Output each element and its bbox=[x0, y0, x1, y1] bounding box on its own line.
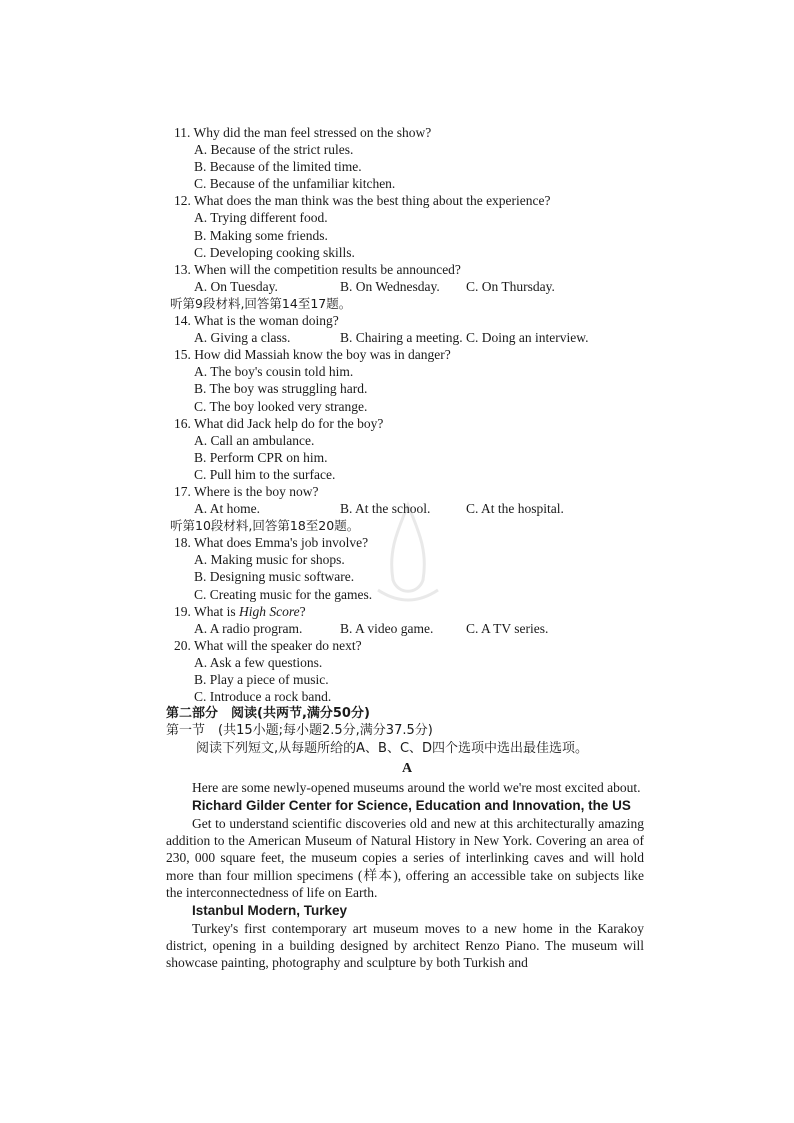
question-14: 14. What is the woman doing? bbox=[174, 313, 339, 329]
option-15b: B. The boy was struggling hard. bbox=[194, 381, 368, 397]
museum-2-title: Istanbul Modern, Turkey bbox=[192, 902, 348, 918]
option-12c: C. Developing cooking skills. bbox=[194, 244, 355, 260]
option-18b: B. Designing music software. bbox=[194, 569, 355, 585]
option-16b: B. Perform CPR on him. bbox=[194, 449, 328, 465]
passage-intro: Here are some newly-opened museums around the world we're most excited about. bbox=[192, 780, 641, 796]
material-9-heading: 听第9段材料,回答第14至17题。 bbox=[170, 295, 352, 311]
material-10-heading: 听第10段材料,回答第18至20题。 bbox=[170, 518, 360, 534]
option-13c: C. On Thursday. bbox=[466, 278, 555, 294]
option-17b: B. At the school. bbox=[340, 501, 431, 517]
option-13a: A. On Tuesday. bbox=[194, 278, 278, 294]
option-20b: B. Play a piece of music. bbox=[194, 672, 329, 687]
question-13: 13. When will the competition results be announced? bbox=[174, 261, 461, 277]
question-11: 11. Why did the man feel stressed on the show? bbox=[174, 125, 432, 140]
question-18: 18. What does Emma's job involve? bbox=[174, 535, 369, 551]
question-12: 12. What does the man think was the best thing about the experience? bbox=[174, 193, 551, 209]
option-14a: A. Giving a class. bbox=[194, 330, 291, 346]
option-15a: A. The boy's cousin told him. bbox=[194, 364, 354, 380]
passage-letter: A bbox=[401, 761, 413, 777]
option-13b: B. On Wednesday. bbox=[340, 278, 440, 294]
option-19c: C. A TV series. bbox=[466, 620, 549, 636]
question-19-suffix: ? bbox=[299, 603, 306, 619]
options-13 bbox=[194, 278, 644, 295]
options-14 bbox=[194, 329, 644, 346]
option-15c: C. The boy looked very strange. bbox=[194, 398, 368, 414]
watermark-icon bbox=[368, 500, 448, 610]
option-18a: A. Making music for shops. bbox=[194, 552, 345, 568]
option-17c: C. At the hospital. bbox=[466, 501, 564, 517]
option-14b: B. Chairing a meeting. bbox=[340, 330, 463, 346]
option-19a: A. A radio program. bbox=[194, 620, 303, 636]
option-14c: C. Doing an interview. bbox=[466, 330, 589, 346]
part-2-heading: 第二部分 阅读(共两节,满分50分) bbox=[166, 706, 370, 722]
question-19-prefix: 19. What is bbox=[174, 603, 239, 619]
section-1-heading: 第一节 (共15小题;每小题2.5分,满分37.5分) bbox=[166, 723, 433, 739]
option-16a: A. Call an ambulance. bbox=[194, 432, 315, 448]
reading-instruction: 阅读下列短文,从每题所给的A、B、C、D四个选项中选出最佳选项。 bbox=[196, 741, 589, 757]
option-16c: C. Pull him to the surface. bbox=[194, 466, 336, 482]
option-12b: B. Making some friends. bbox=[194, 227, 328, 243]
option-11a: A. Because of the strict rules. bbox=[194, 142, 354, 158]
question-15: 15. How did Massiah know the boy was in danger? bbox=[174, 347, 451, 363]
option-17a: A. At home. bbox=[194, 501, 260, 517]
museum-1-text: Get to understand scientific discoveries old and new at this architecturally amazing addition to the American Museum of Natural History in New York. Covering an area of 230, 000 square feet, the museum copies a series of interlinking caves and will hold more than four million specimens (样本), offering an accessible take on subjects like the interconnectedness of life on Earth. bbox=[166, 816, 644, 900]
option-19b: B. A video game. bbox=[340, 620, 434, 636]
option-20a: A. Ask a few questions. bbox=[194, 654, 323, 670]
question-16: 16. What did Jack help do for the boy? bbox=[174, 415, 384, 431]
option-11b: B. Because of the limited time. bbox=[194, 159, 362, 175]
museum-1-title: Richard Gilder Center for Science, Education and Innovation, the US bbox=[192, 798, 631, 814]
option-12a: A. Trying different food. bbox=[194, 210, 328, 226]
option-18c: C. Creating music for the games. bbox=[194, 586, 373, 602]
museum-2-text: Turkey's first contemporary art museum moves to a new home in the Karakoy district, opening in a building designed by architect Renzo Piano. The museum will showcase painting, photography and sculpture by both Turkish and bbox=[166, 920, 644, 970]
question-19-title: High Score bbox=[239, 603, 300, 619]
options-19 bbox=[194, 620, 644, 637]
question-20: 20. What will the speaker do next? bbox=[174, 637, 362, 653]
option-11c: C. Because of the unfamiliar kitchen. bbox=[194, 176, 396, 192]
option-20c: C. Introduce a rock band. bbox=[194, 689, 332, 705]
question-17: 17. Where is the boy now? bbox=[174, 483, 319, 499]
